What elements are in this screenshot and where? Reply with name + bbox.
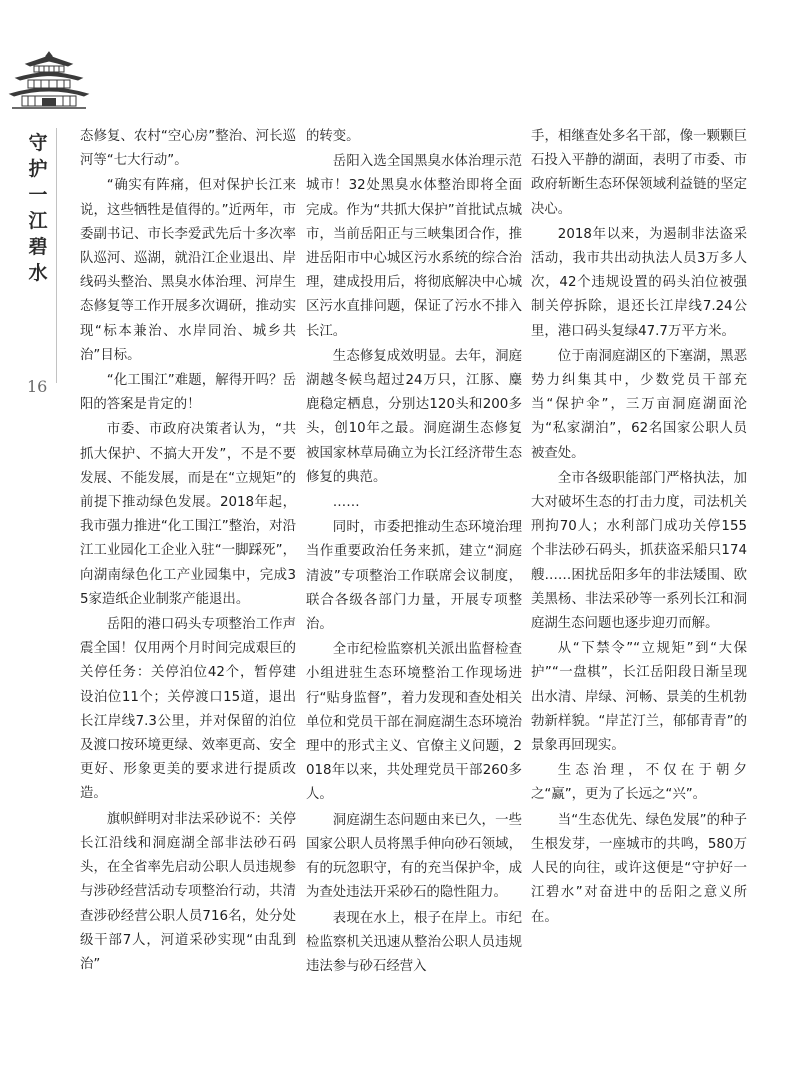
paragraph: 当“生态优先、绿色发展”的种子生根发芽，一座城市的共鸣，580万人民的向往，或许这便是“守护好一江碧水”对奋进中的岳阳之意义所在。 xyxy=(531,812,747,925)
paragraph: “确实有阵痛，但对保护长江来说，这些牺牲是值得的。”近两年，市委副书记、市长李爱武先后十多次率队巡河、巡湖，就沿江企业退出、岸线码头整治、黑臭水体治理、河岸生态修复等工作开展多次调研，推动实现“标本兼治、水岸同治、城乡共治”目标。 xyxy=(80,178,296,363)
paragraph: 从“下禁令”“立规矩”到“大保护”“一盘棋”，长江岳阳段日渐呈现出水清、岸绿、河畅、景美的生机勃勃新样貌。“岸芷汀兰，郁郁青青”的景象再回现实。 xyxy=(531,641,747,754)
paragraph: 手，相继查处多名干部，像一颗颗巨石投入平静的湖面，表明了市委、市政府斩断生态环保领域利益链的坚定决心。 xyxy=(531,129,747,217)
paragraph: 生态修复成效明显。去年，洞庭湖越冬候鸟超过24万只，江豚、麋鹿稳定栖息，分别达120头和200多头，创10年之最。洞庭湖生态修复被国家林草局确立为长江经济带生态修复的典范。 xyxy=(306,348,522,485)
paragraph: 全市纪检监察机关派出监督检查小组进驻生态环境整治工作现场进行“贴身监督”，着力发现和查处相关单位和党员干部在洞庭湖生态环境治理中的形式主义、官僚主义问题，2018年以来，共处理党员干部260多人。 xyxy=(306,642,522,803)
paragraph: 表现在水上，根子在岸上。市纪检监察机关迅速从整治公职人员违规违法参与砂石经营入 xyxy=(306,910,522,974)
paragraph: 岳阳入选全国黑臭水体治理示范城市！32处黑臭水体整治即将全面完成。作为“共抓大保护”首批试点城市，当前岳阳正与三峡集团合作，推进岳阳市中心城区污水系统的综合治理，建成投用后，将彻底解决中心城区污水直排问题，保证了污水不排入长江。 xyxy=(306,154,522,339)
paragraph: 旗帜鲜明对非法采砂说不：关停长江沿线和洞庭湖全部非法砂石码头，在全省率先启动公职人员违规参与涉砂经营活动专项整治行动，共清查涉砂经营公职人员716名，处分处级干部7人，河道采砂实现“由乱到治” xyxy=(80,811,296,972)
divider-line xyxy=(56,128,57,383)
section-title: 守护一江碧水 xyxy=(28,132,48,284)
paragraph: 位于南洞庭湖区的下塞湖，黑恶势力纠集其中，少数党员干部充当“保护伞”，三万亩洞庭湖面沦为“私家湖泊”，62名国家公职人员被查处。 xyxy=(531,348,747,461)
paragraph: 的转变。 xyxy=(306,129,360,144)
paragraph: 全市各级职能部门严格执法，加大对破坏生态的打击力度，司法机关刑拘70人；水利部门成功关停155个非法砂石码头，抓获盗采船只174艘……困扰岳阳多年的非法矮围、欧美黑杨、非法采砂等一系列长江和洞庭湖生态问题也逐步迎刃而解。 xyxy=(531,470,747,632)
paragraph: 态修复、农村“空心房”整治、河长巡河等“七大行动”。 xyxy=(80,129,296,169)
article-column-2 xyxy=(306,125,522,979)
paragraph: 岳阳的港口码头专项整治工作声震全国！仅用两个月时间完成艰巨的关停任务：关停泊位42个，暂停建设泊位11个；关停渡口15道，退出长江岸线7.3公里，并对保留的泊位及渡口按环境更绿、效率更高、安全更好、形象更美的要求进行提质改造。 xyxy=(80,617,296,802)
paragraph: 同时，市委把推动生态环境治理当作重要政治任务来抓，建立“洞庭清波”专项整治工作联席会议制度，联合各级各部门力量，开展专项整治。 xyxy=(306,520,522,633)
paragraph: …… xyxy=(332,495,360,511)
page-number: 16 xyxy=(27,377,48,396)
paragraph: “化工围江”难题，解得开吗？岳阳的答案是肯定的！ xyxy=(80,373,296,413)
paragraph: 2018年以来，为遏制非法盗采活动，我市共出动执法人员3万多人次，42个违规设置的码头泊位被强制关停拆除，退还长江岸线7.24公里，港口码头复绿47.7万平方米。 xyxy=(531,226,747,339)
article-column-1 xyxy=(80,125,296,977)
article-column-3 xyxy=(531,125,747,930)
paragraph: 生态治理，不仅在于朝夕之“赢”，更为了长远之“兴”。 xyxy=(531,763,747,803)
paragraph: 市委、市政府决策者认为，“共抓大保护、不搞大开发”，不是不要发展、不能发展，而是在“立规矩”的前提下推动绿色发展。2018年起，我市强力推进“化工围江”整治，对沿江工业园化工企业入驻“一脚踩死”，向湖南绿色化工产业园集中，完成35家造纸企业制浆产能退出。 xyxy=(80,422,296,607)
pavilion-logo-icon xyxy=(8,50,90,112)
paragraph: 洞庭湖生态问题由来已久，一些国家公职人员将黑手伸向砂石领域，有的玩忽职守，有的充当保护伞，成为查处违法开采砂石的隐性阻力。 xyxy=(306,812,522,901)
